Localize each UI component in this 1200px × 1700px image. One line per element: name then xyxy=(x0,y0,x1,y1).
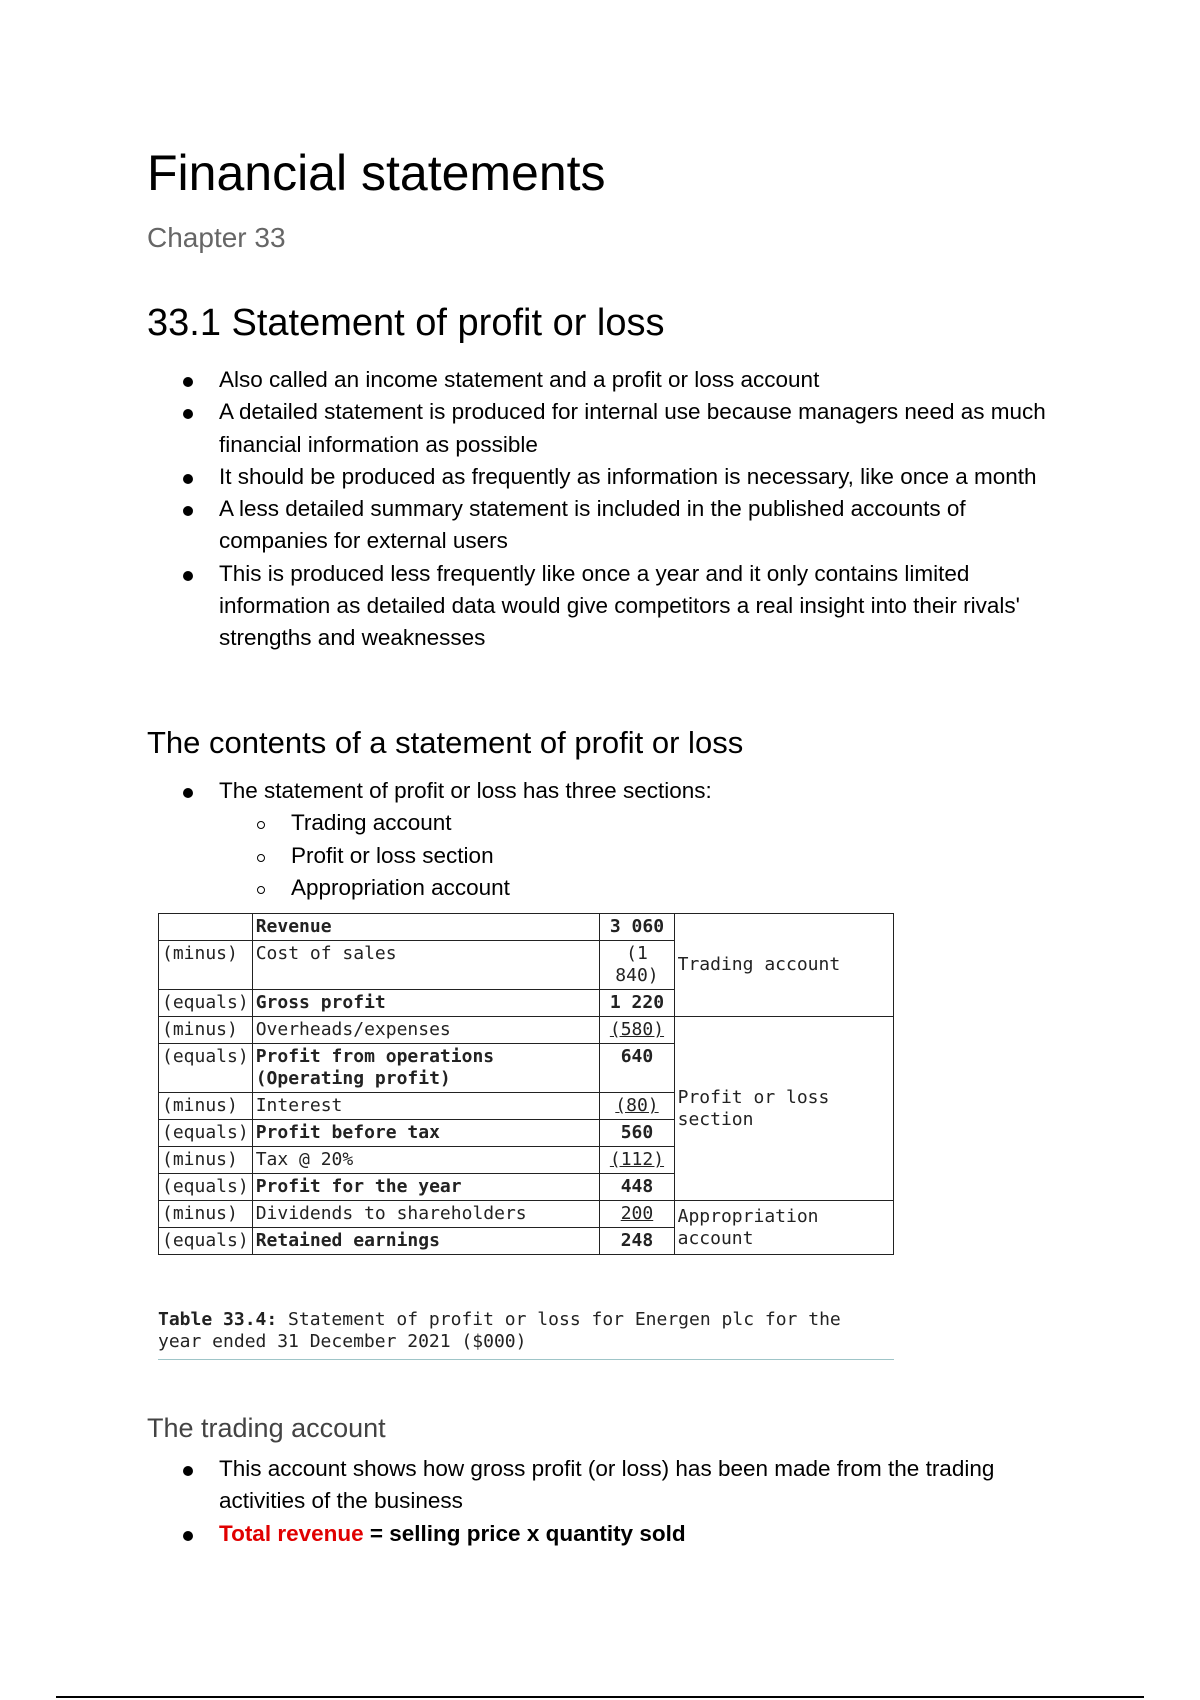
table-caption xyxy=(158,1309,894,1360)
contents-sub-list xyxy=(0,807,1059,904)
section-label-appropriation: Appropriation account xyxy=(674,1201,893,1255)
value-cell: 560 xyxy=(600,1120,674,1147)
operator-cell: (equals) xyxy=(159,990,253,1017)
section-label-trading: Trading account xyxy=(674,914,893,1017)
value-cell xyxy=(600,1201,674,1228)
value-cell: (1 840) xyxy=(600,941,674,990)
list-item-text: A less detailed summary statement is included in the published accounts of companies for external users xyxy=(219,496,966,554)
operator-cell: (equals) xyxy=(159,1044,253,1093)
section-label-profit-or-loss: Profit or loss section xyxy=(674,1017,893,1201)
table-row xyxy=(159,1017,894,1044)
list-item xyxy=(0,1518,1059,1550)
list-item xyxy=(0,1453,1059,1518)
hollow-bullet-icon xyxy=(257,821,265,829)
item-cell: Cost of sales xyxy=(252,941,600,990)
profit-loss-table xyxy=(158,913,894,1255)
operator-cell: (equals) xyxy=(159,1228,253,1255)
chapter-subtitle: Chapter 33 xyxy=(147,222,286,253)
list-item xyxy=(0,493,1059,558)
caption-label: Table 33.4: xyxy=(158,1309,278,1330)
bullet-icon xyxy=(183,506,193,516)
sub-list-item xyxy=(0,840,991,872)
hollow-bullet-icon xyxy=(257,886,265,894)
item-cell: Interest xyxy=(252,1093,600,1120)
value-cell xyxy=(600,1147,674,1174)
item-cell: Overheads/expenses xyxy=(252,1017,600,1044)
list-item-text: Also called an income statement and a profit or loss account xyxy=(219,367,820,392)
value-cell: 1 220 xyxy=(600,990,674,1017)
caption-text: Statement of profit or loss for Energen plc for the year ended 31 December 2021 ($000) xyxy=(158,1309,841,1352)
bullet-icon xyxy=(183,474,193,484)
value-text: (112) xyxy=(609,1149,665,1170)
section-heading: 33.1 Statement of profit or loss xyxy=(147,302,665,344)
bullet-icon xyxy=(183,409,193,419)
list-item-text: This account shows how gross profit (or loss) has been made from the trading activities of the business xyxy=(219,1456,995,1514)
item-cell: Profit for the year xyxy=(252,1174,600,1201)
value-cell: 448 xyxy=(600,1174,674,1201)
item-cell: Gross profit xyxy=(252,990,600,1017)
bullet-icon xyxy=(183,571,193,581)
footer-divider xyxy=(56,1696,1144,1698)
formula-term: Total revenue xyxy=(219,1520,364,1546)
item-cell: Tax @ 20% xyxy=(252,1147,600,1174)
operator-cell: (minus) xyxy=(159,1201,253,1228)
value-text: (580) xyxy=(609,1019,665,1040)
list-item-text: A detailed statement is produced for internal use because managers need as much financial information as possible xyxy=(219,399,1046,457)
operator-cell: (equals) xyxy=(159,1120,253,1147)
list-item xyxy=(0,461,1059,493)
operator-cell: (minus) xyxy=(159,1093,253,1120)
table-row xyxy=(159,1201,894,1228)
value-cell: 640 xyxy=(600,1044,674,1093)
sub-list-item xyxy=(0,872,991,904)
list-item-text: The statement of profit or loss has three sections: xyxy=(219,778,712,803)
contents-bullet-list xyxy=(0,775,1059,904)
list-item xyxy=(0,775,1059,807)
bullet-icon xyxy=(183,1466,193,1476)
value-cell xyxy=(600,1093,674,1120)
sub-list-item-text: Appropriation account xyxy=(291,874,510,900)
table-row xyxy=(159,914,894,941)
value-cell xyxy=(600,1017,674,1044)
operator-cell: (minus) xyxy=(159,1017,253,1044)
sub-list-item-text: Profit or loss section xyxy=(291,842,494,868)
value-text: (80) xyxy=(615,1095,659,1116)
item-cell: Retained earnings xyxy=(252,1228,600,1255)
item-cell: Dividends to shareholders xyxy=(252,1201,600,1228)
value-text: 200 xyxy=(620,1203,654,1224)
hollow-bullet-icon xyxy=(257,854,265,862)
value-cell: 3 060 xyxy=(600,914,674,941)
value-cell: 248 xyxy=(600,1228,674,1255)
sub-list-item xyxy=(0,807,991,839)
list-item xyxy=(0,558,1059,655)
item-cell: Revenue xyxy=(252,914,600,941)
sub-list-wrapper xyxy=(0,807,1059,904)
formula-definition: = selling price x quantity sold xyxy=(363,1520,686,1546)
trading-heading: The trading account xyxy=(147,1413,386,1443)
trading-bullet-list xyxy=(0,1453,1059,1550)
page-title: Financial statements xyxy=(147,145,606,201)
bullet-icon xyxy=(183,377,193,387)
operator-cell xyxy=(159,914,253,941)
bullet-icon xyxy=(183,1531,193,1541)
sub-list-item-text: Trading account xyxy=(291,810,452,836)
bullet-icon xyxy=(183,788,193,798)
item-cell: Profit from operations (Operating profit) xyxy=(252,1044,600,1093)
operator-cell: (minus) xyxy=(159,941,253,990)
list-item xyxy=(0,396,1059,461)
list-item-text: It should be produced as frequently as information is necessary, like once a month xyxy=(219,463,1037,489)
operator-cell: (equals) xyxy=(159,1174,253,1201)
item-cell: Profit before tax xyxy=(252,1120,600,1147)
list-item-text: This is produced less frequently like once a year and it only contains limited information as detailed data would give competitors a real insight into their rivals' strengths and weaknesses xyxy=(219,560,1020,651)
list-item xyxy=(0,364,1059,396)
contents-heading: The contents of a statement of profit or loss xyxy=(147,725,744,760)
section-bullet-list xyxy=(0,364,1059,655)
operator-cell: (minus) xyxy=(159,1147,253,1174)
